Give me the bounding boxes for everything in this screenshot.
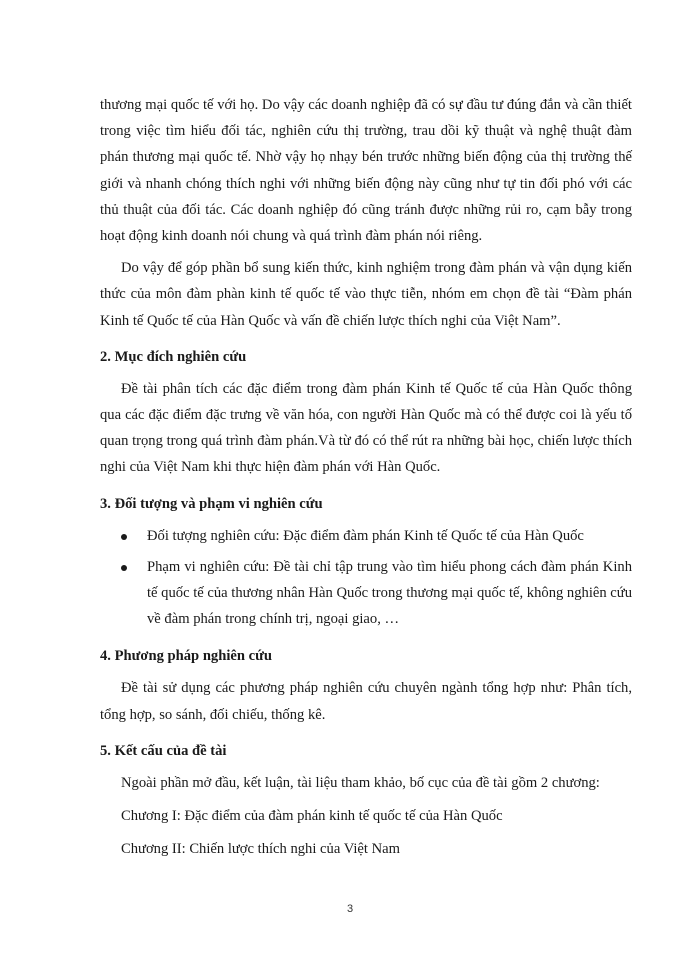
section-4-heading: 4. Phương pháp nghiên cứu	[100, 648, 272, 665]
structure-intro-line: Ngoài phần mở đầu, kết luận, tài liệu tham khảo, bố cục của đề tài gồm 2 chương:	[121, 774, 600, 791]
bullet-dot-icon	[121, 534, 127, 540]
chapter-2-line: Chương II: Chiến lược thích nghi của Việt Nam	[121, 840, 400, 857]
bullet-text: Phạm vi nghiên cứu: Đề tài chỉ tập trung vào tìm hiểu phong cách đàm phán Kinh tế quốc tế của thương nhân Hàn Quốc trong thương mại quốc tế, không nghiên cứu về đàm phán trong chính trị, ngoại giao, …	[147, 558, 632, 628]
bullet-item	[100, 523, 632, 549]
bullet-dot-icon	[121, 565, 127, 571]
intro-paragraph-1: thương mại quốc tế với họ. Do vậy các doanh nghiệp đã có sự đầu tư đúng đắn và cần thiết trong việc tìm hiểu đối tác, nghiên cứu thị trường, trau dồi kỹ thuật và nghệ thuật đàm phán thương mại quốc tế. Nhờ vậy họ nhạy bén trước những biến động của thị trường thế giới và nhanh chóng thích nghi với những biến động này cũng như tự tin đối phó với các thủ thuật của đối tác. Các doanh nghiệp đó cũng tránh được những rủi ro, cạm bẫy trong hoạt động kinh doanh nói chung và quá trình đàm phán nói riêng.	[100, 97, 632, 245]
section-2-heading: 2. Mục đích nghiên cứu	[100, 348, 247, 365]
section-2-body: Đề tài phân tích các đặc điểm trong đàm phán Kinh tế Quốc tế của Hàn Quốc thông qua các đặc điểm đặc trưng về văn hóa, con người Hàn Quốc mà có thể được coi là yếu tố quan trọng trong quá trình đàm phán.Và từ đó có thể rút ra những bài học, chiến lược thích nghi của Việt Nam khi thực hiện đàm phán với Hàn Quốc.	[100, 380, 632, 476]
section-3-bullet-list	[100, 523, 632, 633]
intro-paragraph-2: Do vậy để góp phần bổ sung kiến thức, kinh nghiệm trong đàm phán và vận dụng kiến thức của môn đàm phàn kinh tế quốc tế vào thực tiễn, nhóm em chọn đề tài “Đàm phán Kinh tế Quốc tế của Hàn Quốc và vấn đề chiến lược thích nghi của Việt Nam”.	[100, 260, 632, 329]
section-3-heading: 3. Đối tượng và phạm vi nghiên cứu	[100, 495, 323, 512]
section-5-heading: 5. Kết cấu của đề tài	[100, 742, 227, 759]
document-page	[100, 92, 632, 862]
bullet-item	[100, 554, 632, 633]
page-number: 3	[346, 903, 354, 915]
chapter-1-line: Chương I: Đặc điểm của đàm phán kinh tế quốc tế của Hàn Quốc	[121, 807, 503, 824]
bullet-text: Đối tượng nghiên cứu: Đặc điểm đàm phán Kinh tế Quốc tế của Hàn Quốc	[147, 527, 584, 544]
section-4-body: Đề tài sử dụng các phương pháp nghiên cứu chuyên ngành tổng hợp như: Phân tích, tổng hợp, so sánh, đối chiếu, thống kê.	[100, 680, 632, 723]
